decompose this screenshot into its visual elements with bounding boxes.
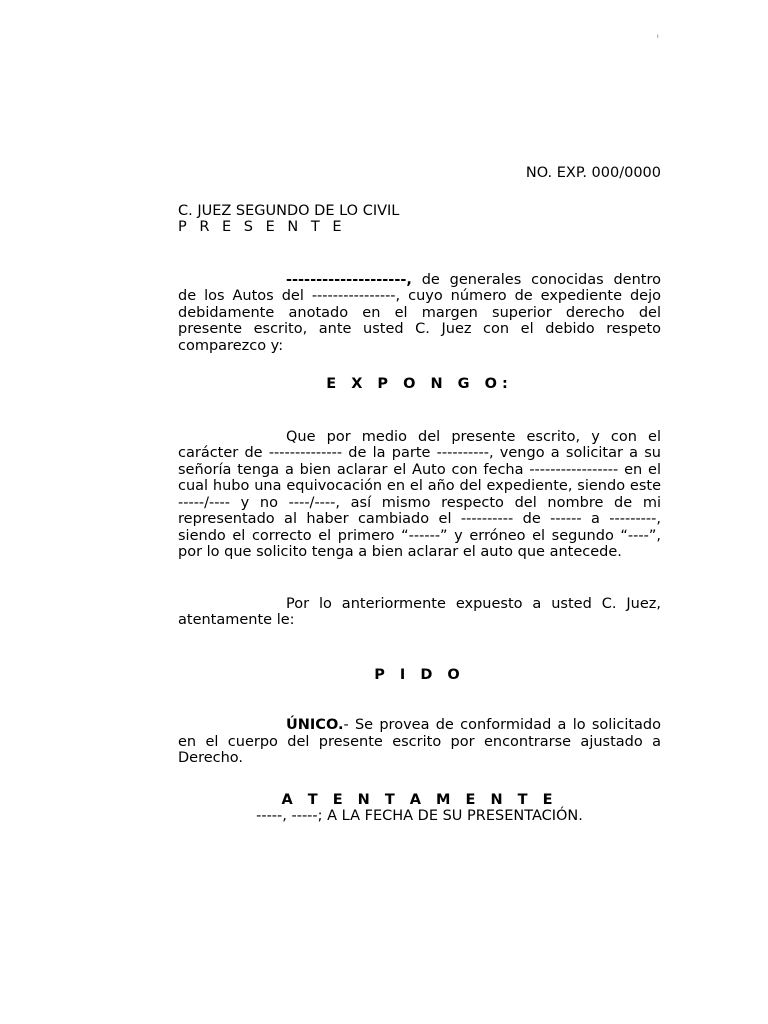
place-date-line: -----, -----; A LA FECHA DE SU PRESENTACIÓN. [256, 808, 583, 824]
page-mark: ı [657, 33, 659, 40]
expongo-paragraph: Que por medio del presente escrito, y con el carácter de -------------- de la parte ----------, vengo a solicitar a su señoría tenga a bien aclarar el Auto con fecha ----------------- en el cual hubo una equivocación en el año del expediente, siendo este -----/---- y no ----/----, así mismo respecto del nombre de mi representado al haber cambiado el ---------- de ------ a ---------, siendo el correcto el primero “------” y erróneo el segundo “----”, por lo que solicito tenga a bien aclarar el auto que antecede. [178, 428, 661, 560]
unico-paragraph [178, 717, 661, 767]
expuesto-paragraph: Por lo anteriormente expuesto a usted C. Juez, atentamente le: [178, 595, 661, 628]
name-blank: --------------------, [286, 271, 412, 288]
unico-text: - Se provea de conformidad a lo solicitado en el cuerpo del presente escrito por encontrarse ajustado a Derecho. [178, 717, 661, 766]
intro-paragraph [178, 272, 661, 355]
addressee-judge: C. JUEZ SEGUNDO DE LO CIVIL [178, 202, 400, 219]
atentamente-heading: A T E N T A M E N T E [281, 791, 558, 808]
expongo-heading: E X P O N G O: [326, 376, 513, 392]
unico-label: ÚNICO. [286, 717, 344, 733]
document-body [178, 165, 661, 825]
expediente-number: NO. EXP. 000/0000 [525, 165, 661, 181]
pido-heading: P I D O [374, 666, 465, 683]
intro-text: de generales conocidas dentro de los Autos del ----------------, cuyo número de expediente dejo debidamente anotado en el margen superior derecho del presente escrito, ante usted C. Juez con el debido respeto comparezco y: [178, 271, 661, 354]
addressee-presente: P R E S E N T E [178, 219, 346, 235]
addressee-block [178, 203, 661, 236]
